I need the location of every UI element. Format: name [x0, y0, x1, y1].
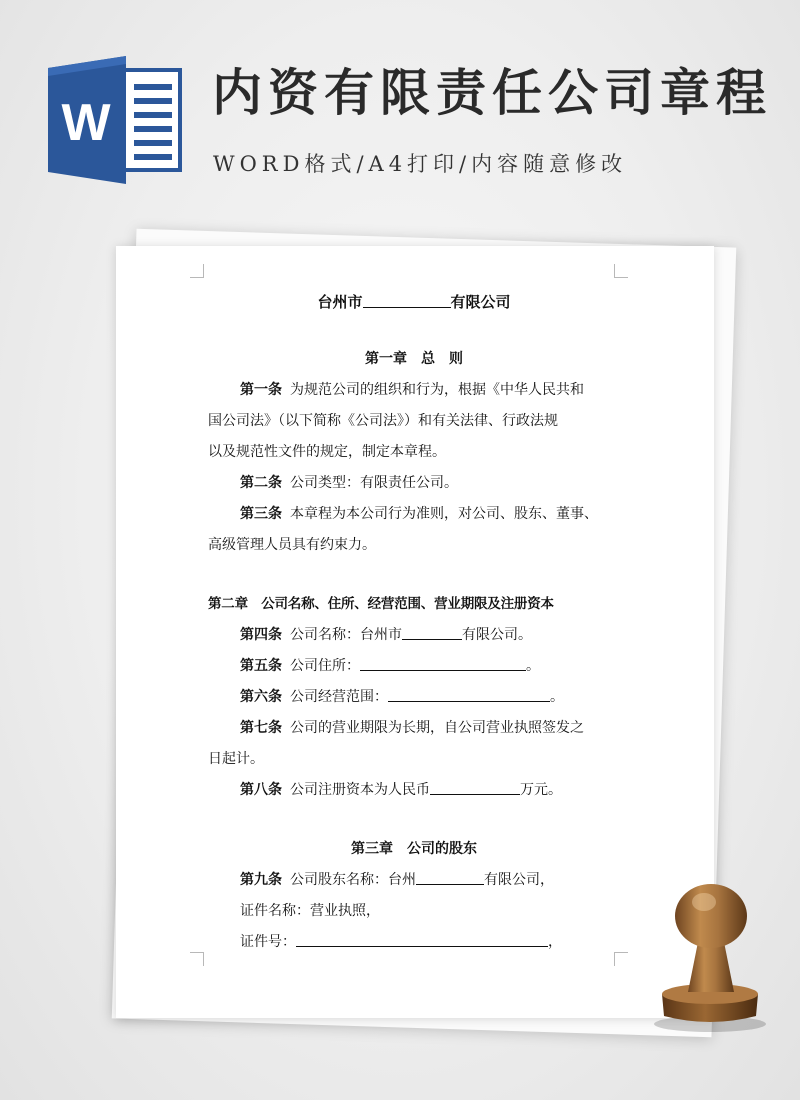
- article-6: [208, 682, 620, 713]
- article-text: 有限公司。: [462, 627, 532, 643]
- blank-line: [402, 625, 462, 640]
- crop-mark-top-right: [614, 264, 628, 278]
- article-label: 第二条: [240, 475, 282, 491]
- article-3: [208, 499, 620, 530]
- blank-line: [430, 780, 520, 795]
- article-text: 本章程为本公司行为准则，对公司、股东、董事、: [290, 506, 598, 522]
- article-label: 第五条: [240, 658, 282, 674]
- document-title-prefix: 台州市: [317, 293, 363, 311]
- word-icon: [48, 56, 184, 184]
- article-text: 证件号：: [240, 934, 296, 950]
- article-label: 第四条: [240, 627, 282, 643]
- article-7-line-2: 日起计。: [208, 751, 264, 767]
- article-label: 第八条: [240, 782, 282, 798]
- article-text: 有限公司，: [484, 872, 554, 888]
- page-subtitle: WORD格式/A4打印/内容随意修改: [213, 152, 628, 176]
- article-text: 为规范公司的组织和行为，根据《中华人民共和: [290, 382, 584, 398]
- article-text: 公司注册资本为人民币: [290, 782, 430, 798]
- crop-mark-top-left: [190, 264, 204, 278]
- article-1-line-3: 以及规范性文件的规定，制定本章程。: [208, 444, 446, 460]
- chapter-2-heading: 第二章 公司名称、住所、经营范围、营业期限及注册资本: [208, 596, 554, 612]
- svg-text:W: W: [61, 94, 111, 152]
- document-page: [116, 246, 714, 1018]
- crop-mark-bottom-left: [190, 952, 204, 966]
- article-3-line-2: 高级管理人员具有约束力。: [208, 537, 376, 553]
- article-1-line-2: 国公司法》（以下简称《公司法》）和有关法律、行政法规: [208, 413, 558, 429]
- article-text: 公司的营业期限为长期，自公司营业执照签发之: [290, 720, 584, 736]
- article-7: [208, 713, 620, 744]
- article-text: 公司住所：: [290, 658, 360, 674]
- article-text: 万元。: [520, 782, 562, 798]
- article-text: 公司类型：有限责任公司。: [290, 475, 458, 491]
- article-text: ，: [548, 934, 562, 950]
- article-label: 第九条: [240, 872, 282, 888]
- blank-line: [296, 932, 548, 947]
- article-text: 公司名称：台州市: [290, 627, 402, 643]
- blank-line: [388, 687, 550, 702]
- article-label: 第七条: [240, 720, 282, 736]
- blank-line: [416, 870, 484, 885]
- article-label: 第六条: [240, 689, 282, 705]
- article-label: 第一条: [240, 382, 282, 398]
- page-title: 内资有限责任公司章程: [212, 64, 772, 122]
- article-text: 公司经营范围：: [290, 689, 388, 705]
- document-body: [208, 288, 620, 958]
- article-label: 第三条: [240, 506, 282, 522]
- document-title-suffix: 有限公司: [450, 293, 511, 311]
- blank-line: [363, 293, 451, 308]
- chapter-3-heading: 第三章 公司的股东: [351, 841, 477, 857]
- article-text: 。: [550, 689, 564, 705]
- document-title: [208, 288, 620, 316]
- article-8: [208, 775, 620, 806]
- article-2: [208, 468, 620, 499]
- article-text: 。: [526, 658, 540, 674]
- wooden-stamp-icon: [648, 876, 778, 1036]
- certificate-name: 证件名称：营业执照，: [240, 903, 380, 919]
- article-1: [208, 375, 620, 406]
- certificate-number: [208, 927, 620, 958]
- chapter-1-heading: 第一章 总 则: [365, 351, 463, 367]
- article-5: [208, 651, 620, 682]
- article-text: 公司股东名称：台州: [290, 872, 416, 888]
- blank-line: [360, 656, 526, 671]
- article-4: [208, 620, 620, 651]
- article-9: [208, 865, 620, 896]
